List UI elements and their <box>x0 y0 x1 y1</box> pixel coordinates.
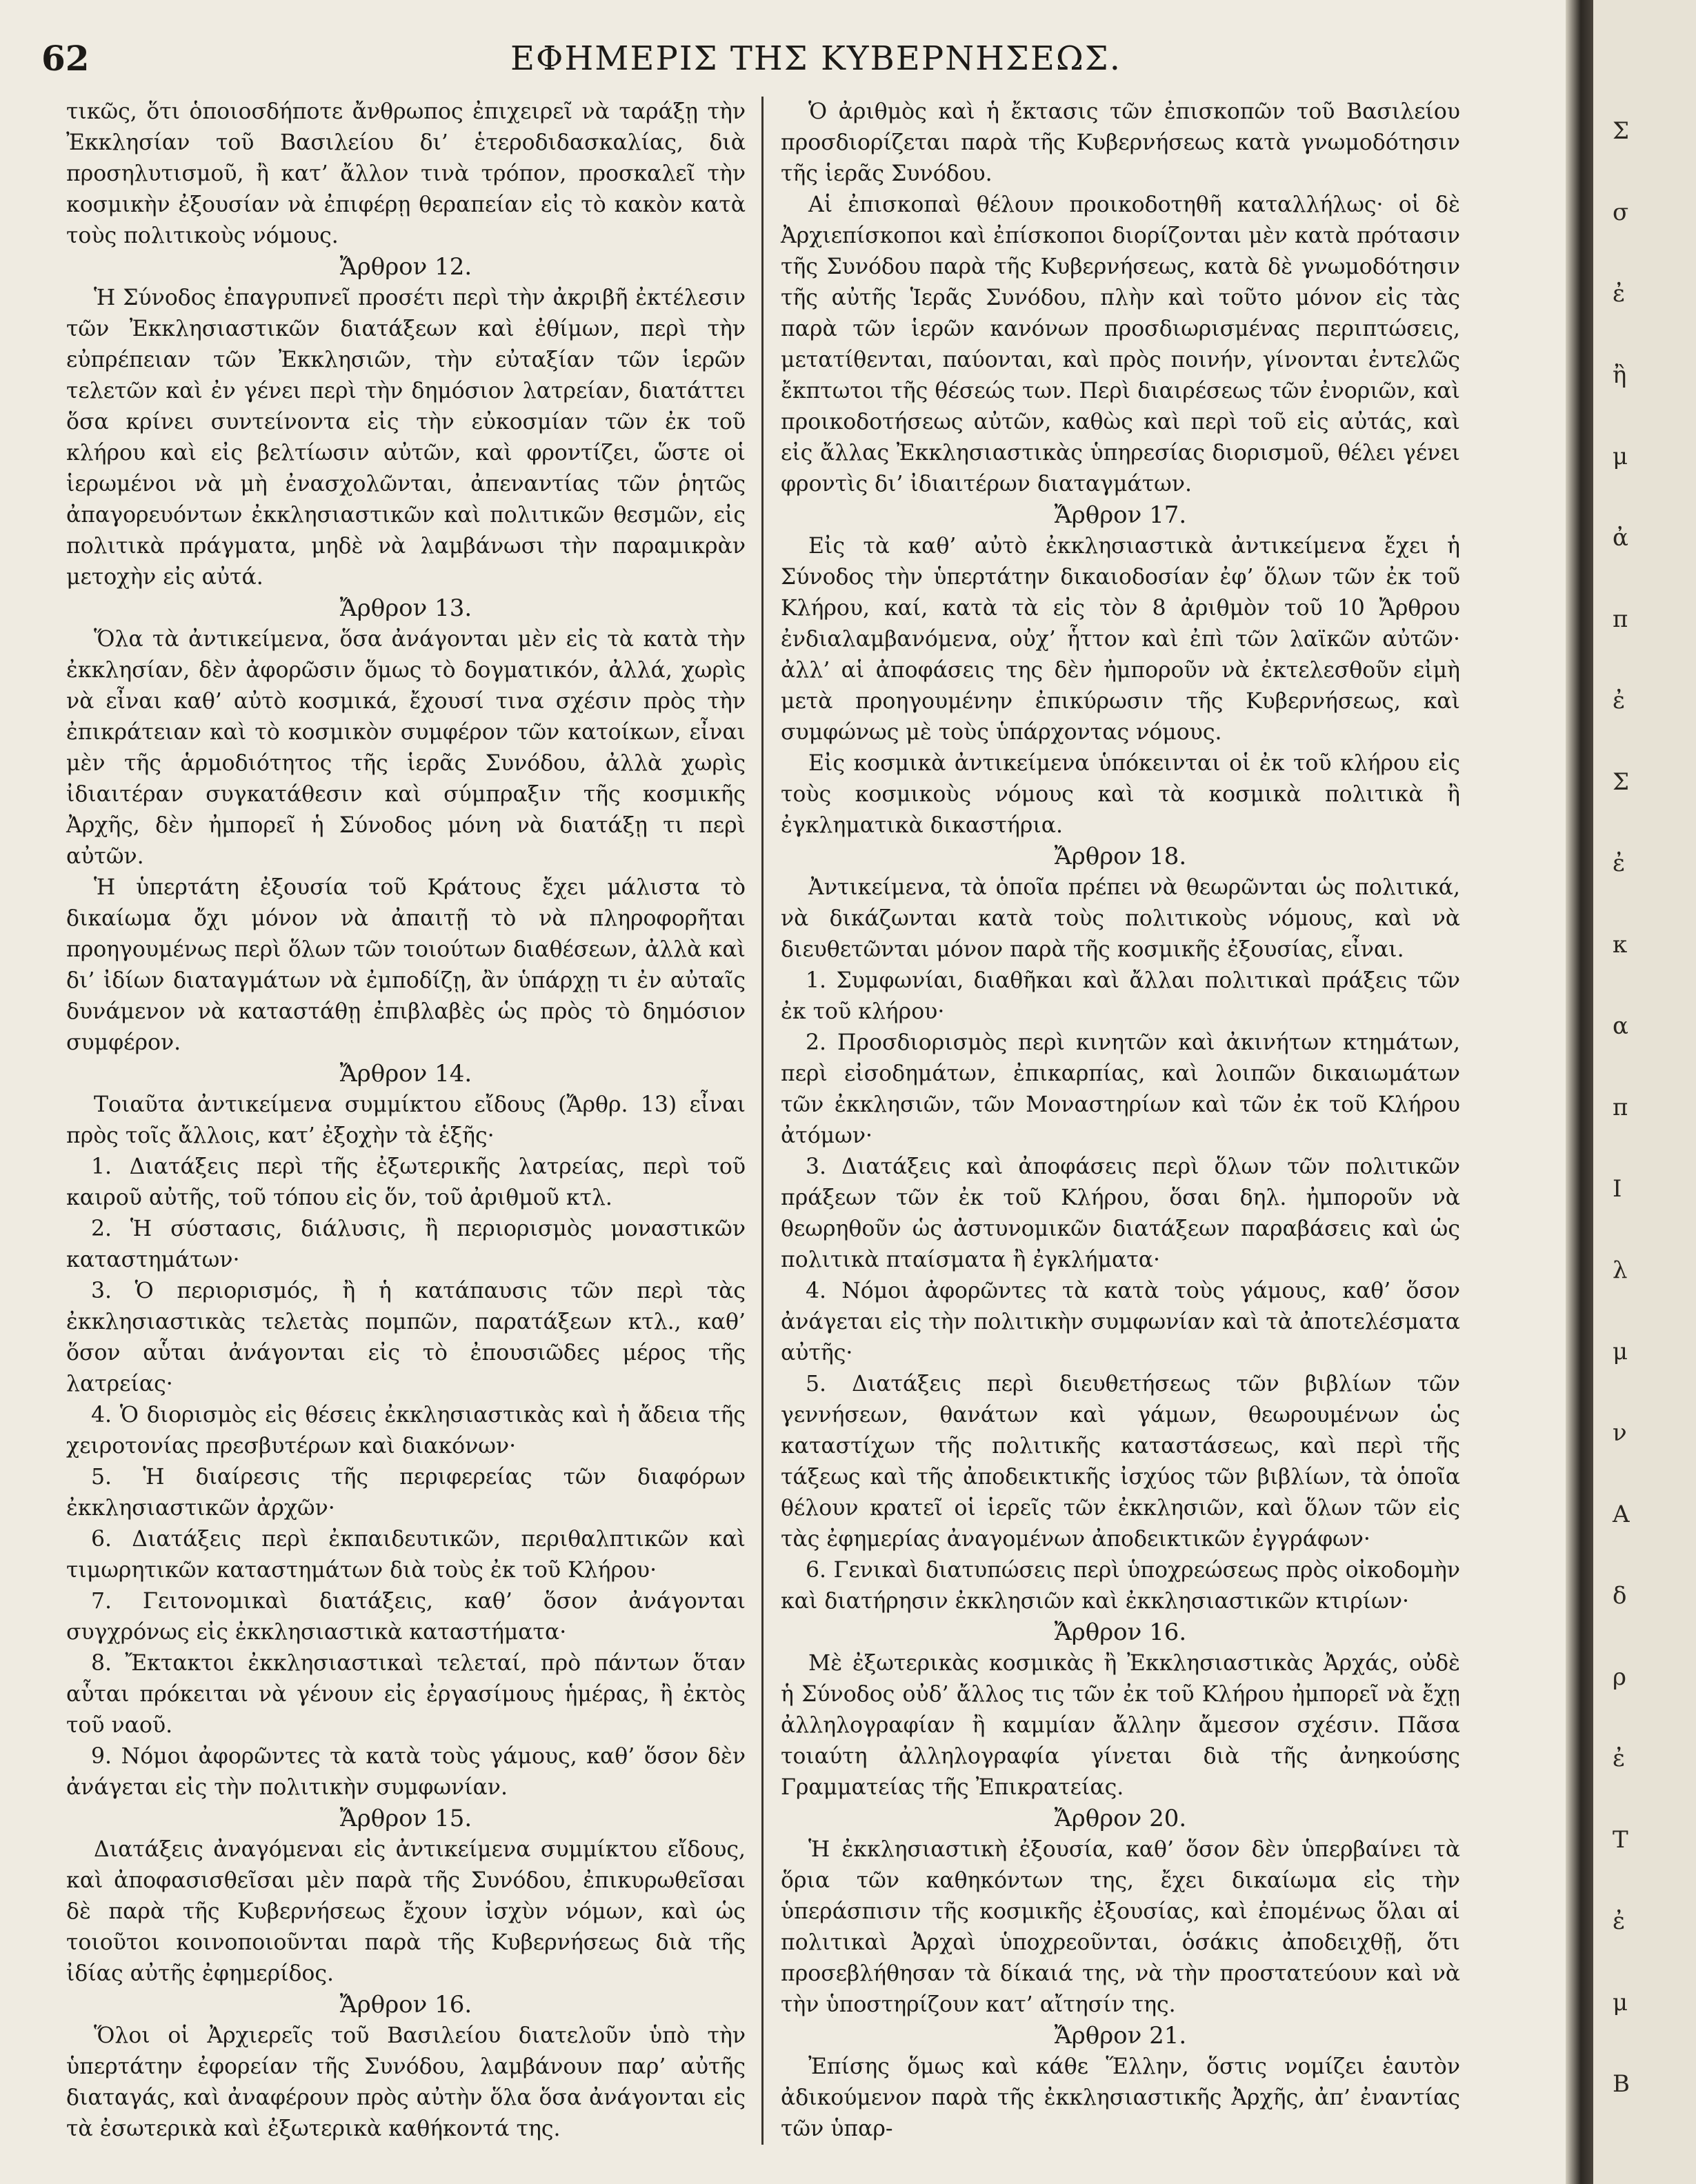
adjacent-page-letter: ἀ <box>1613 524 1628 552</box>
adjacent-page-letter: μ <box>1613 1989 1628 2016</box>
adjacent-page-letter: π <box>1613 1094 1628 1121</box>
article-heading: Ἄρθρον 16. <box>1054 1619 1187 1646</box>
article-heading: Ἄρθρον 14. <box>339 1060 472 1088</box>
adjacent-page-letter: μ <box>1613 443 1628 470</box>
list-item: 8. Ἔκτακτοι ἐκκλησιαστικαὶ τελεταί, πρὸ πάντων ὅταν αὗται πρόκειται νὰ γένουν εἰς ἐργασίμους ἡμέρας, ἢ ἐκτὸς τοῦ ναοῦ. <box>66 1651 746 1738</box>
paragraph: Ἀντικείμενα, τὰ ὁποῖα πρέπει νὰ θεωρῶνται ὡς πολιτικά, νὰ δικάζωνται κατὰ τοὺς πολιτικοὺς νόμους, καὶ νὰ διευθετῶνται μόνον παρὰ τῆς κοσμικῆς ἐξουσίας, εἶναι. <box>781 875 1460 962</box>
list-item: 3. Διατάξεις καὶ ἀποφάσεις περὶ ὅλων τῶν πολιτικῶν πράξεων τῶν ἐκ τοῦ Κλήρου, ὅσαι δηλ. ἠμποροῦν νὰ θεωρηθοῦν ὡς ἀστυνομικῶν διατάξεων παραβάσεις καὶ ὡς πολιτικὰ πταίσματα ἢ ἐγκλήματα· <box>781 1154 1460 1272</box>
list-item: 5. Διατάξεις περὶ διευθετήσεως τῶν βιβλίων τῶν γεννήσεων, θανάτων καὶ γάμων, θεωρουμένων ὡς καταστίχων τῆς πολιτικῆς καταστάσεως, καὶ περὶ τῆς τάξεως καὶ τῆς ἀποδεικτικῆς ἰσχύος τῶν βιβλίων, τὰ ὁποῖα θέλουν κρατεῖ οἱ ἱερεῖς τῶν ἐκκλησιῶν, καὶ ὅλων τῶν εἰς τὰς ἐφημερίας ἀναγομένων ἀποδεικτικῶν ἐγγράφων· <box>781 1372 1460 1552</box>
page-header <box>41 38 1121 86</box>
paragraph: Ὅλα τὰ ἀντικείμενα, ὅσα ἀνάγονται μὲν εἰς τὰ κατὰ τὴν ἐκκλησίαν, δὲν ἀφορῶσιν ὅμως τὸ δογματικόν, ἀλλά, χωρὶς νὰ εἶναι καθ’ αὐτὸ κοσμικά, ἔχουσί τινα σχέσιν πρὸς τὴν ἐπικράτειαν καὶ τὸ κοσμικὸν συμφέρον τῶν κατοίκων, εἶναι μὲν τῆς ἁρμοδιότητος τῆς ἱερᾶς Συνόδου, ἀλλὰ χωρὶς ἰδιαιτέραν συγκατάθεσιν καὶ σύμπραξιν τῆς κοσμικῆς Ἀρχῆς, δὲν ἠμπορεῖ ἡ Σύνοδος μόνη νὰ διατάξῃ τι περὶ αὐτῶν. <box>66 627 746 869</box>
list-item: 1. Συμφωνίαι, διαθῆκαι καὶ ἄλλαι πολιτικαὶ πράξεις τῶν ἐκ τοῦ κλήρου· <box>781 968 1460 1024</box>
adjacent-page-letter: ἐ <box>1613 1745 1626 1772</box>
adjacent-page-letter: α <box>1613 1012 1628 1040</box>
adjacent-page-letter: σ <box>1613 199 1629 226</box>
list-item: 9. Νόμοι ἀφορῶντες τὰ κατὰ τοὺς γάμους, καθ’ ὅσον δὲν ἀνάγεται εἰς τὴν πολιτικὴν συμφωνίαν. <box>66 1744 746 1800</box>
paragraph: Αἱ ἐπισκοπαὶ θέλουν προικοδοτηθῆ καταλλήλως· οἱ δὲ Ἀρχιεπίσκοποι καὶ ἐπίσκοποι διορίζονται μὲν κατὰ πρότασιν τῆς Συνόδου παρὰ τῆς Κυβερνήσεως, κατὰ δὲ γνωμοδότησιν τῆς αὐτῆς Ἱερᾶς Συνόδου, πλὴν καὶ τοῦτο μόνον εἰς τὰς παρὰ τῶν ἱερῶν κανόνων προσδιωρισμένας περιπτώσεις, μετατίθενται, παύονται, καὶ πρὸς ποινήν, γίνονται ἐντελῶς ἔκπτωτοι τῆς θέσεώς των. Περὶ διαιρέσεως τῶν ἐνοριῶν, καὶ προικοδοτήσεως αὐτῶν, καθὼς καὶ περὶ τοῦ εἰς αὐτάς, καὶ εἰς ἄλλας Ἐκκλησιαστικὰς ὑπηρεσίας διορισμοῦ, θέλει γένει φροντὶς δι’ ἰδιαιτέρων διαταγμάτων. <box>781 192 1460 497</box>
paragraph: Εἰς κοσμικὰ ἀντικείμενα ὑπόκεινται οἱ ἐκ τοῦ κλήρου εἰς τοὺς κοσμικοὺς νόμους καὶ τὰ κοσμικὰ πολιτικὰ ἢ ἐγκληματικὰ δικαστήρια. <box>781 751 1460 838</box>
list-item: 3. Ὁ περιορισμός, ἢ ἡ κατάπαυσις τῶν περὶ τὰς ἐκκλησιαστικὰς τελετὰς πομπῶν, παρατάξεων κτλ., καθ’ ὅσον αὗται ἀνάγονται εἰς τὸ ἐπουσιῶδες μέρος τῆς λατρείας· <box>66 1279 746 1396</box>
adjacent-page-letter: ἐ <box>1613 280 1626 308</box>
adjacent-page-letter: ἐ <box>1613 687 1626 714</box>
paragraph: Ὁ ἀριθμὸς καὶ ἡ ἔκτασις τῶν ἐπισκοπῶν τοῦ Βασιλείου προσδιορίζεται παρὰ τῆς Κυβερνήσεως κατὰ γνωμοδότησιν τῆς ἱερᾶς Συνόδου. <box>781 99 1460 186</box>
article-heading: Ἄρθρον 15. <box>339 1805 472 1832</box>
journal-title: ΕΦΗΜΕΡΙΣ ΤΗΣ ΚΥΒΕΡΝΗΣΕΩΣ. <box>510 39 1121 78</box>
adjacent-page-letter: Σ <box>1613 117 1630 145</box>
adjacent-page-letter: ἢ <box>1613 361 1627 389</box>
paragraph: Εἰς τὰ καθ’ αὐτὸ ἐκκλησιαστικὰ ἀντικείμενα ἔχει ἡ Σύνοδος τὴν ὑπερτάτην δικαιοδοσίαν ἐφ’ ὅλων τῶν ἐκ τοῦ Κλήρου, καί, κατὰ τὰ εἰς τὸν 8 ἀριθμὸν τοῦ 10 Ἄρθρου ἐνδιαλαμβανόμενα, οὐχ’ ἧττον καὶ ἐπὶ τῶν λαϊκῶν αὐτῶν· ἀλλ’ αἱ ἀποφάσεις της δὲν ἠμποροῦν νὰ ἐκτελεσθοῦν εἰμὴ μετὰ προηγουμένην ἐπικύρωσιν τῆς Κυβερνήσεως, καὶ συμφώνως μὲ τοὺς ὑπάρχοντας νόμους. <box>781 534 1460 745</box>
paragraph: Ἐπίσης ὅμως καὶ κάθε Ἕλλην, ὅστις νομίζει ἑαυτὸν ἀδικούμενον παρὰ τῆς ἐκκλησιαστικῆς Ἀρχῆς, ἀπ’ ἐναντίας τῶν ὑπαρ- <box>781 2054 1460 2141</box>
paragraph: Διατάξεις ἀναγόμεναι εἰς ἀντικείμενα συμμίκτου εἴδους, καὶ ἀποφασισθεῖσαι μὲν παρὰ τῆς Συνόδου, ἐπικυρωθεῖσαι δὲ παρὰ τῆς Κυβερνήσεως ἔχουν ἰσχὺν νόμων, καὶ ὡς τοιοῦτοι κοινοποιοῦνται παρὰ τῆς Κυβερνήσεως διὰ τῆς ἰδίας αὐτῆς ἐφημερίδος. <box>66 1837 746 1986</box>
paragraph: Ἡ Σύνοδος ἐπαγρυπνεῖ προσέτι περὶ τὴν ἀκριβῆ ἐκτέλεσιν τῶν Ἐκκλησιαστικῶν διατάξεων καὶ ἐθίμων, περὶ τὴν εὐπρέπειαν τῶν Ἐκκλησιῶν, τὴν εὐταξίαν τῶν ἱερῶν τελετῶν καὶ ἐν γένει περὶ τὴν δημόσιον λατρείαν, διατάττει ὅσα κρίνει συντείνοντα εἰς τὴν εὐκοσμίαν τῶν ἐκ τοῦ κλήρου καὶ εἰς βελτίωσιν αὐτῶν, καὶ φροντίζει, ὥστε οἱ ἱερωμένοι νὰ μὴ ἐνασχολῶνται, ἀπεναντίας τῶν ῥητῶς ἀπαγορευόντων ἐκκλησιαστικῶν καὶ πολιτικῶν θεσμῶν, εἰς πολιτικὰ πράγματα, μηδὲ νὰ λαμβάνωσι τὴν παραμικρὰν μετοχὴν εἰς αὐτά. <box>66 285 746 590</box>
paragraph: Ἡ ὑπερτάτη ἐξουσία τοῦ Κράτους ἔχει μάλιστα τὸ δικαίωμα ὄχι μόνον νὰ ἀπαιτῇ τὸ νὰ πληροφορῆται προηγουμένως περὶ ὅλων τῶν τοιούτων διαθέσεων, ἀλλὰ καὶ δι’ ἰδίων διαταγμάτων νὰ ἐμποδίζῃ, ἂν ὑπάρχῃ τι ἐν αὐταῖς δυνάμενον νὰ καταστάθῃ ἐπιβλαβὲς ὡς πρὸς τὸ δημόσιον συμφέρον. <box>66 875 746 1055</box>
adjacent-page-letter: λ <box>1613 1256 1628 1284</box>
adjacent-page-letter: π <box>1613 605 1628 633</box>
paragraph: Μὲ ἐξωτερικὰς κοσμικὰς ἢ Ἐκκλησιαστικὰς Ἀρχάς, οὐδὲ ἡ Σύνοδος οὐδ’ ἄλλος τις τῶν ἐκ τοῦ Κλήρου ἠμπορεῖ νὰ ἔχῃ ἀλληλογραφίαν ἢ καμμίαν ἄλλην ἄμεσον σχέσιν. Πᾶσα τοιαύτη ἀλληλογραφία γίνεται διὰ τῆς ἀνηκούσης Γραμματείας τῆς Ἐπικρατείας. <box>781 1651 1460 1800</box>
adjacent-page-letter: ἐ <box>1613 1907 1626 1935</box>
paragraph: τικῶς, ὅτι ὁποιοσδήποτε ἄνθρωπος ἐπιχειρεῖ νὰ ταράξῃ τὴν Ἐκκλησίαν τοῦ Βασιλείου δι’ ἑτεροδιδασκαλίας, διὰ προσηλυτισμοῦ, ἢ κατ’ ἄλλον τινὰ τρόπον, προσκαλεῖ τὴν κοσμικὴν ἐξουσίαν νὰ ἐπιφέρῃ θεραπείαν εἰς τὸ κακὸν κατὰ τοὺς πολιτικοὺς νόμους. <box>66 99 746 248</box>
adjacent-page-letter: Ι <box>1613 1175 1622 1203</box>
adjacent-page-letter: Τ <box>1613 1826 1628 1854</box>
list-item: 6. Διατάξεις περὶ ἐκπαιδευτικῶν, περιθαλπτικῶν καὶ τιμωρητικῶν καταστημάτων διὰ τοὺς ἐκ τοῦ Κλήρου· <box>66 1527 746 1583</box>
binding-gutter <box>1566 0 1593 2184</box>
page-number: 62 <box>41 38 90 79</box>
article-heading: Ἄρθρον 12. <box>339 253 472 281</box>
adjacent-page-letter: δ <box>1613 1582 1627 1610</box>
adjacent-page-letter: μ <box>1613 1338 1628 1365</box>
list-item: 5. Ἡ διαίρεσις τῆς περιφερείας τῶν διαφόρων ἐκκλησιαστικῶν ἀρχῶν· <box>66 1465 746 1521</box>
column-divider <box>761 97 764 2145</box>
adjacent-page-letter: ν <box>1613 1419 1627 1447</box>
right-column <box>781 97 1460 2145</box>
list-item: 4. Νόμοι ἀφορῶντες τὰ κατὰ τοὺς γάμους, καθ’ ὅσον ἀνάγεται εἰς τὴν πολιτικὴν συμφωνίαν καὶ τὰ ἀποτελέσματα αὐτῆς· <box>781 1279 1460 1365</box>
adjacent-page-letter: Α <box>1613 1501 1630 1528</box>
adjacent-page-letter: ἐ <box>1613 850 1626 877</box>
list-item: 7. Γειτονομικαὶ διατάξεις, καθ’ ὅσον ἀνάγονται συγχρόνως εἰς ἐκκλησιαστικὰ καταστήματα· <box>66 1589 746 1645</box>
list-item: 1. Διατάξεις περὶ τῆς ἐξωτερικῆς λατρείας, περὶ τοῦ καιροῦ αὐτῆς, τοῦ τόπου εἰς ὅν, τοῦ ἀριθμοῦ κτλ. <box>66 1154 746 1210</box>
list-item: 2. Προσδιορισμὸς περὶ κινητῶν καὶ ἀκινήτων κτημάτων, περὶ εἰσοδημάτων, ἐπικαρπίας, καὶ λοιπῶν δικαιωμάτων τῶν ἐκκλησιῶν, τῶν Μοναστηρίων καὶ τῶν ἐκ τοῦ Κλήρου ἀτόμων· <box>781 1030 1460 1148</box>
article-heading: Ἄρθρον 20. <box>1054 1805 1187 1832</box>
article-heading: Ἄρθρον 17. <box>1054 501 1187 529</box>
adjacent-page-letter: κ <box>1613 931 1628 959</box>
article-heading: Ἄρθρον 13. <box>339 594 472 622</box>
article-heading: Ἄρθρον 16. <box>339 1991 472 2018</box>
paragraph: Ὅλοι οἱ Ἀρχιερεῖς τοῦ Βασιλείου διατελοῦν ὑπὸ τὴν ὑπερτάτην ἐφορείαν τῆς Συνόδου, λαμβάνουν παρ’ αὐτῆς διαταγάς, καὶ ἀναφέρουν πρὸς αὐτὴν ὅλα ὅσα ἀνάγονται εἰς τὰ ἐσωτερικὰ καὶ ἐξωτερικὰ καθήκοντά της. <box>66 2023 746 2141</box>
paragraph: Ἡ ἐκκλησιαστικὴ ἐξουσία, καθ’ ὅσον δὲν ὑπερβαίνει τὰ ὅρια τῶν καθηκόντων της, ἔχει δικαίωμα εἰς τὴν ὑπεράσπισιν τῆς κοσμικῆς ἐξουσίας, καὶ ἐπομένως ὅλαι αἱ πολιτικαὶ Ἀρχαὶ ὑποχρεοῦνται, ὁσάκις ἀποδειχθῇ, ὅτι προσεβλήθησαν τὰ δίκαιά της, νὰ τὴν προστατεύουν καὶ νὰ τὴν ὑποστηρίζουν κατ’ αἴτησίν της. <box>781 1837 1460 2017</box>
list-item: 4. Ὁ διορισμὸς εἰς θέσεις ἐκκλησιαστικὰς καὶ ἡ ἄδεια τῆς χειροτονίας πρεσβυτέρων καὶ διακόνων· <box>66 1403 746 1459</box>
list-item: 6. Γενικαὶ διατυπώσεις περὶ ὑποχρεώσεως πρὸς οἰκοδομὴν καὶ διατήρησιν ἐκκλησιῶν καὶ ἐκκλησιαστικῶν κτιρίων· <box>781 1558 1460 1614</box>
paragraph: Τοιαῦτα ἀντικείμενα συμμίκτου εἴδους (Ἄρθρ. 13) εἶναι πρὸς τοῖς ἄλλοις, κατ’ ἐξοχὴν τὰ ἑξῆς· <box>66 1092 746 1148</box>
adjacent-page-letter: Β <box>1613 2070 1630 2098</box>
article-heading: Ἄρθρον 18. <box>1054 843 1187 870</box>
adjacent-page-fragment <box>1593 0 1696 2184</box>
left-column <box>66 97 746 2145</box>
article-heading: Ἄρθρον 21. <box>1054 2022 1187 2050</box>
adjacent-page-letter: Σ <box>1613 768 1630 796</box>
list-item: 2. Ἡ σύστασις, διάλυσις, ἢ περιορισμὸς μοναστικῶν καταστημάτων· <box>66 1216 746 1272</box>
adjacent-page-letter: ρ <box>1613 1663 1626 1691</box>
